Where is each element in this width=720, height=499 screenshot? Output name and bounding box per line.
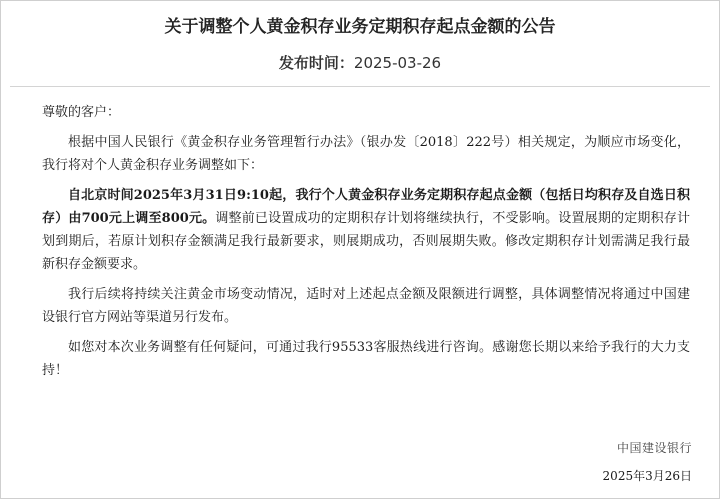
- signature-bank-name: 中国建设银行: [616, 441, 692, 455]
- paragraph-basis: 根据中国人民银行《黄金积存业务管理暂行办法》（银办发〔2018〕222号）相关规定，为顺应市场变化，我行将对个人黄金积存业务调整如下：: [42, 135, 690, 173]
- announcement-body: [42, 101, 690, 382]
- publish-date-label: 发布时间：: [278, 54, 354, 72]
- adjustment-highlight: 自北京时间2025年3月31日9:10起，我行个人黄金积存业务定期积存起点金额（包括日均积存及自选日积存）由700元上调至800元。: [42, 188, 690, 226]
- publish-date-line: [0, 52, 720, 74]
- paragraph-contact: 如您对本次业务调整有任何疑问，可通过我行95533客服热线进行咨询。感谢您长期以来给予我行的大力支持！: [42, 340, 690, 378]
- page-title: 关于调整个人黄金积存业务定期积存起点金额的公告: [164, 17, 556, 37]
- signature-date: 2025年3月26日: [602, 469, 692, 483]
- divider: [10, 86, 710, 87]
- signature-block: [603, 438, 692, 486]
- salutation: 尊敬的客户：: [42, 105, 121, 120]
- publish-date-value: 2025-03-26: [353, 54, 442, 72]
- adjustment-details: 调整前已设置成功的定期积存计划将继续执行，不受影响。设置展期的定期积存计划到期后，若原计划积存金额满足我行最新要求，则展期成功，否则展期失败。修改定期积存计划需满足我行最新积存金额要求。: [42, 211, 690, 272]
- paragraph-follow-up: 我行后续将持续关注黄金市场变动情况，适时对上述起点金额及限额进行调整，具体调整情况将通过中国建设银行官方网站等渠道另行发布。: [42, 287, 690, 325]
- paragraph-adjustment: [42, 184, 690, 276]
